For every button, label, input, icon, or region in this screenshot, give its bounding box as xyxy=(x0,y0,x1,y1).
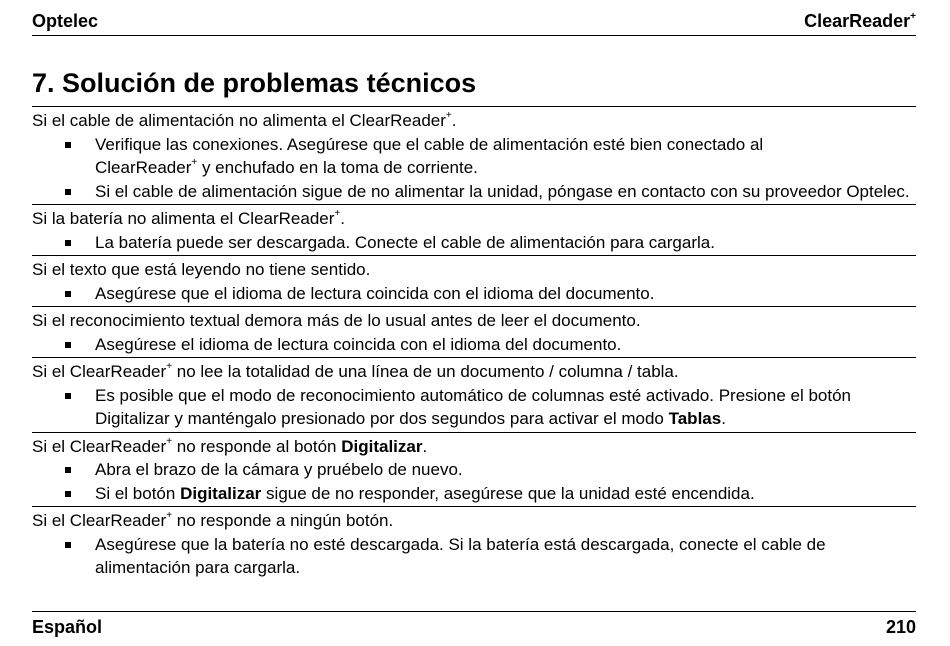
bullet-square-icon xyxy=(65,491,71,497)
section-bullets xyxy=(32,133,916,204)
page-header xyxy=(32,9,916,36)
list-item: La batería puede ser descargada. Conecte el cable de alimentación para cargarla. xyxy=(32,231,916,255)
troubleshooting-section xyxy=(32,357,916,432)
troubleshooting-section xyxy=(32,506,916,581)
header-product-name: ClearReader xyxy=(804,11,911,31)
bullet-square-icon xyxy=(65,342,71,348)
section-bullets xyxy=(32,282,916,306)
section-bullets xyxy=(32,458,916,505)
troubleshooting-section xyxy=(32,255,916,306)
troubleshooting-section xyxy=(32,306,916,357)
bullet-square-icon xyxy=(65,189,71,195)
troubleshooting-section xyxy=(32,432,916,507)
list-item: Asegúrese que el idioma de lectura coincida con el idioma del documento. xyxy=(32,282,916,306)
troubleshooting-section xyxy=(32,204,916,255)
list-item: Asegúrese el idioma de lectura coincida con el idioma del documento. xyxy=(32,333,916,357)
bullet-square-icon xyxy=(65,467,71,473)
bullet-square-icon xyxy=(65,240,71,246)
section-bullets xyxy=(32,533,916,580)
section-bullets xyxy=(32,231,916,255)
section-bullets xyxy=(32,333,916,357)
bullet-square-icon xyxy=(65,291,71,297)
header-brand: Optelec xyxy=(32,11,99,31)
bullet-square-icon xyxy=(65,142,71,148)
troubleshooting-section xyxy=(32,106,916,204)
section-condition: Si el ClearReader+ no responde al botón Digitalizar. xyxy=(32,435,428,456)
footer-language: Español xyxy=(32,617,103,637)
page-title: 7. Solución de problemas técnicos xyxy=(32,68,477,98)
section-condition: Si el ClearReader+ no responde a ningún botón. xyxy=(32,510,394,530)
list-item: Abra el brazo de la cámara y pruébelo de nuevo. xyxy=(32,458,916,482)
list-item: Es posible que el modo de reconocimiento automático de columnas esté activado. Presione el botón Digitalizar y manténgalo presionado por dos segundos para activar el modo Tablas. xyxy=(32,384,916,431)
bullet-square-icon xyxy=(65,393,71,399)
section-condition: Si el reconocimiento textual demora más de lo usual antes de leer el documento. xyxy=(32,311,641,330)
list-item: Verifique las conexiones. Asegúrese que el cable de alimentación esté bien conectado al ClearReader+ y enchufado en la toma de corriente. xyxy=(32,133,916,180)
section-condition: Si la batería no alimenta el ClearReader+. xyxy=(32,208,345,228)
section-condition: Si el ClearReader+ no lee la totalidad de una línea de un documento / columna / tabla. xyxy=(32,361,679,381)
troubleshooting-list xyxy=(32,106,916,581)
section-condition: Si el cable de alimentación no alimenta el ClearReader+. xyxy=(32,110,457,130)
page-footer xyxy=(32,611,916,642)
list-item: Si el botón Digitalizar sigue de no responder, asegúrese que la unidad esté encendida. xyxy=(32,482,916,506)
section-condition: Si el texto que está leyendo no tiene sentido. xyxy=(32,260,371,279)
list-item: Asegúrese que la batería no esté descargada. Si la batería está descargada, conecte el cable de alimentación para cargarla. xyxy=(32,533,916,580)
header-product xyxy=(804,11,916,32)
bullet-square-icon xyxy=(65,542,71,548)
list-item: Si el cable de alimentación sigue de no alimentar la unidad, póngase en contacto con su proveedor Optelec. xyxy=(32,180,916,204)
section-bullets xyxy=(32,384,916,431)
page-number: 210 xyxy=(885,617,916,637)
header-product-sup: + xyxy=(910,11,916,22)
